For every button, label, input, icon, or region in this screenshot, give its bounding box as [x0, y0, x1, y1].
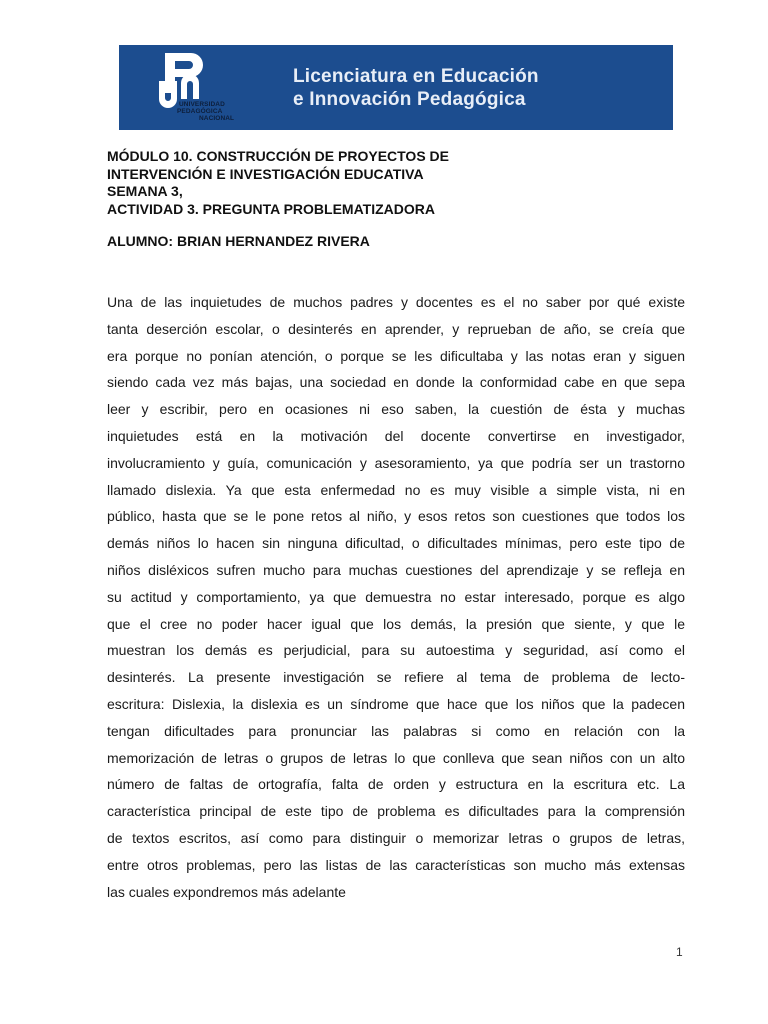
body-line: muestran los demás es perjudicial, para su autoestima y seguridad, así como el — [107, 642, 685, 659]
program-title-line-1: Licenciatura en Educación — [293, 66, 539, 87]
body-line: llamado dislexia. Ya que esta enfermedad no es muy visible a simple vista, ni en — [107, 481, 685, 498]
body-line: era porque no ponían atención, o porque se les dificultaba y las notas eran y siguen — [107, 347, 685, 364]
program-title-line-2: e Innovación Pedagógica — [293, 89, 526, 110]
body-line: desinterés. La presente investigación se refiere al tema de problema de lecto- — [107, 669, 685, 686]
body-line: escritura: Dislexia, la dislexia es un síndrome que hace que los niños que la padecen — [107, 695, 685, 712]
heading-line-3: SEMANA 3, — [107, 183, 183, 199]
body-line: memorización de letras o grupos de letras lo que conlleva que sean niños con un alto — [107, 749, 685, 766]
heading-line-4: ACTIVIDAD 3. PREGUNTA PROBLEMATIZADORA — [107, 200, 435, 217]
body-line: siendo cada vez más bajas, una sociedad en donde la conformidad cabe en que sepa — [107, 374, 685, 391]
document-heading — [107, 148, 449, 218]
body-line: tengan dificultades para pronunciar las palabras si como en relación con la — [107, 722, 685, 739]
body-line: entre otros problemas, pero las listas de las características son mucho más extensas — [107, 856, 685, 873]
header-banner — [119, 45, 673, 130]
body-line: demás niños lo hacen sin ninguna dificultad, o dificultades mínimas, pero este tipo de — [107, 535, 685, 552]
body-line: las cuales expondremos más adelante — [107, 883, 346, 900]
heading-line-1: MÓDULO 10. CONSTRUCCIÓN DE PROYECTOS DE — [107, 148, 450, 164]
program-title — [293, 65, 539, 111]
logo-lettering — [179, 101, 259, 122]
body-line: público, hasta que se le pone retos al niño, y esos retos son cuestiones que todos los — [107, 508, 685, 525]
body-line: involucramiento y guía, comunicación y asesoramiento, ya que podría ser un trastorno — [107, 454, 685, 471]
body-line: de textos escritos, así como para distinguir o memorizar letras o grupos de letras, — [107, 829, 685, 846]
student-name: ALUMNO: BRIAN HERNANDEZ RIVERA — [107, 233, 370, 249]
body-line: que el cree no poder hacer igual que los demás, la presión que siente, y que le — [107, 615, 685, 632]
body-line: su actitud y comportamiento, ya que demuestra no estar interesado, porque es algo — [107, 588, 685, 605]
body-line: niños disléxicos sufren mucho para muchas cuestiones del aprendizaje y se refleja en — [107, 561, 685, 578]
body-line: número de faltas de ortografía, falta de orden y estructura en la escritura etc. La — [107, 776, 685, 793]
body-line: característica principal de este tipo de problema es dificultades para la comprensión — [107, 803, 685, 820]
body-line: inquietudes está en la motivación del docente convertirse en investigador, — [107, 427, 685, 444]
body-paragraph — [107, 289, 685, 905]
body-line: leer y escribir, pero en ocasiones ni eso saben, la cuestión de ésta y muchas — [107, 401, 685, 418]
logo-line-3: NACIONAL — [199, 115, 235, 122]
upn-logo — [157, 51, 241, 125]
body-line: tanta deserción escolar, o desinterés en aprender, y reprueban de año, se creía que — [107, 320, 685, 337]
body-line: Una de las inquietudes de muchos padres y docentes es el no saber por qué existe — [107, 294, 685, 310]
logo-line-2: PEDAGÓGICA — [177, 108, 223, 115]
logo-line-1: UNIVERSIDAD — [179, 101, 225, 108]
heading-line-2: INTERVENCIÓN E INVESTIGACIÓN EDUCATIVA — [107, 165, 424, 182]
page-number: 1 — [676, 945, 683, 959]
